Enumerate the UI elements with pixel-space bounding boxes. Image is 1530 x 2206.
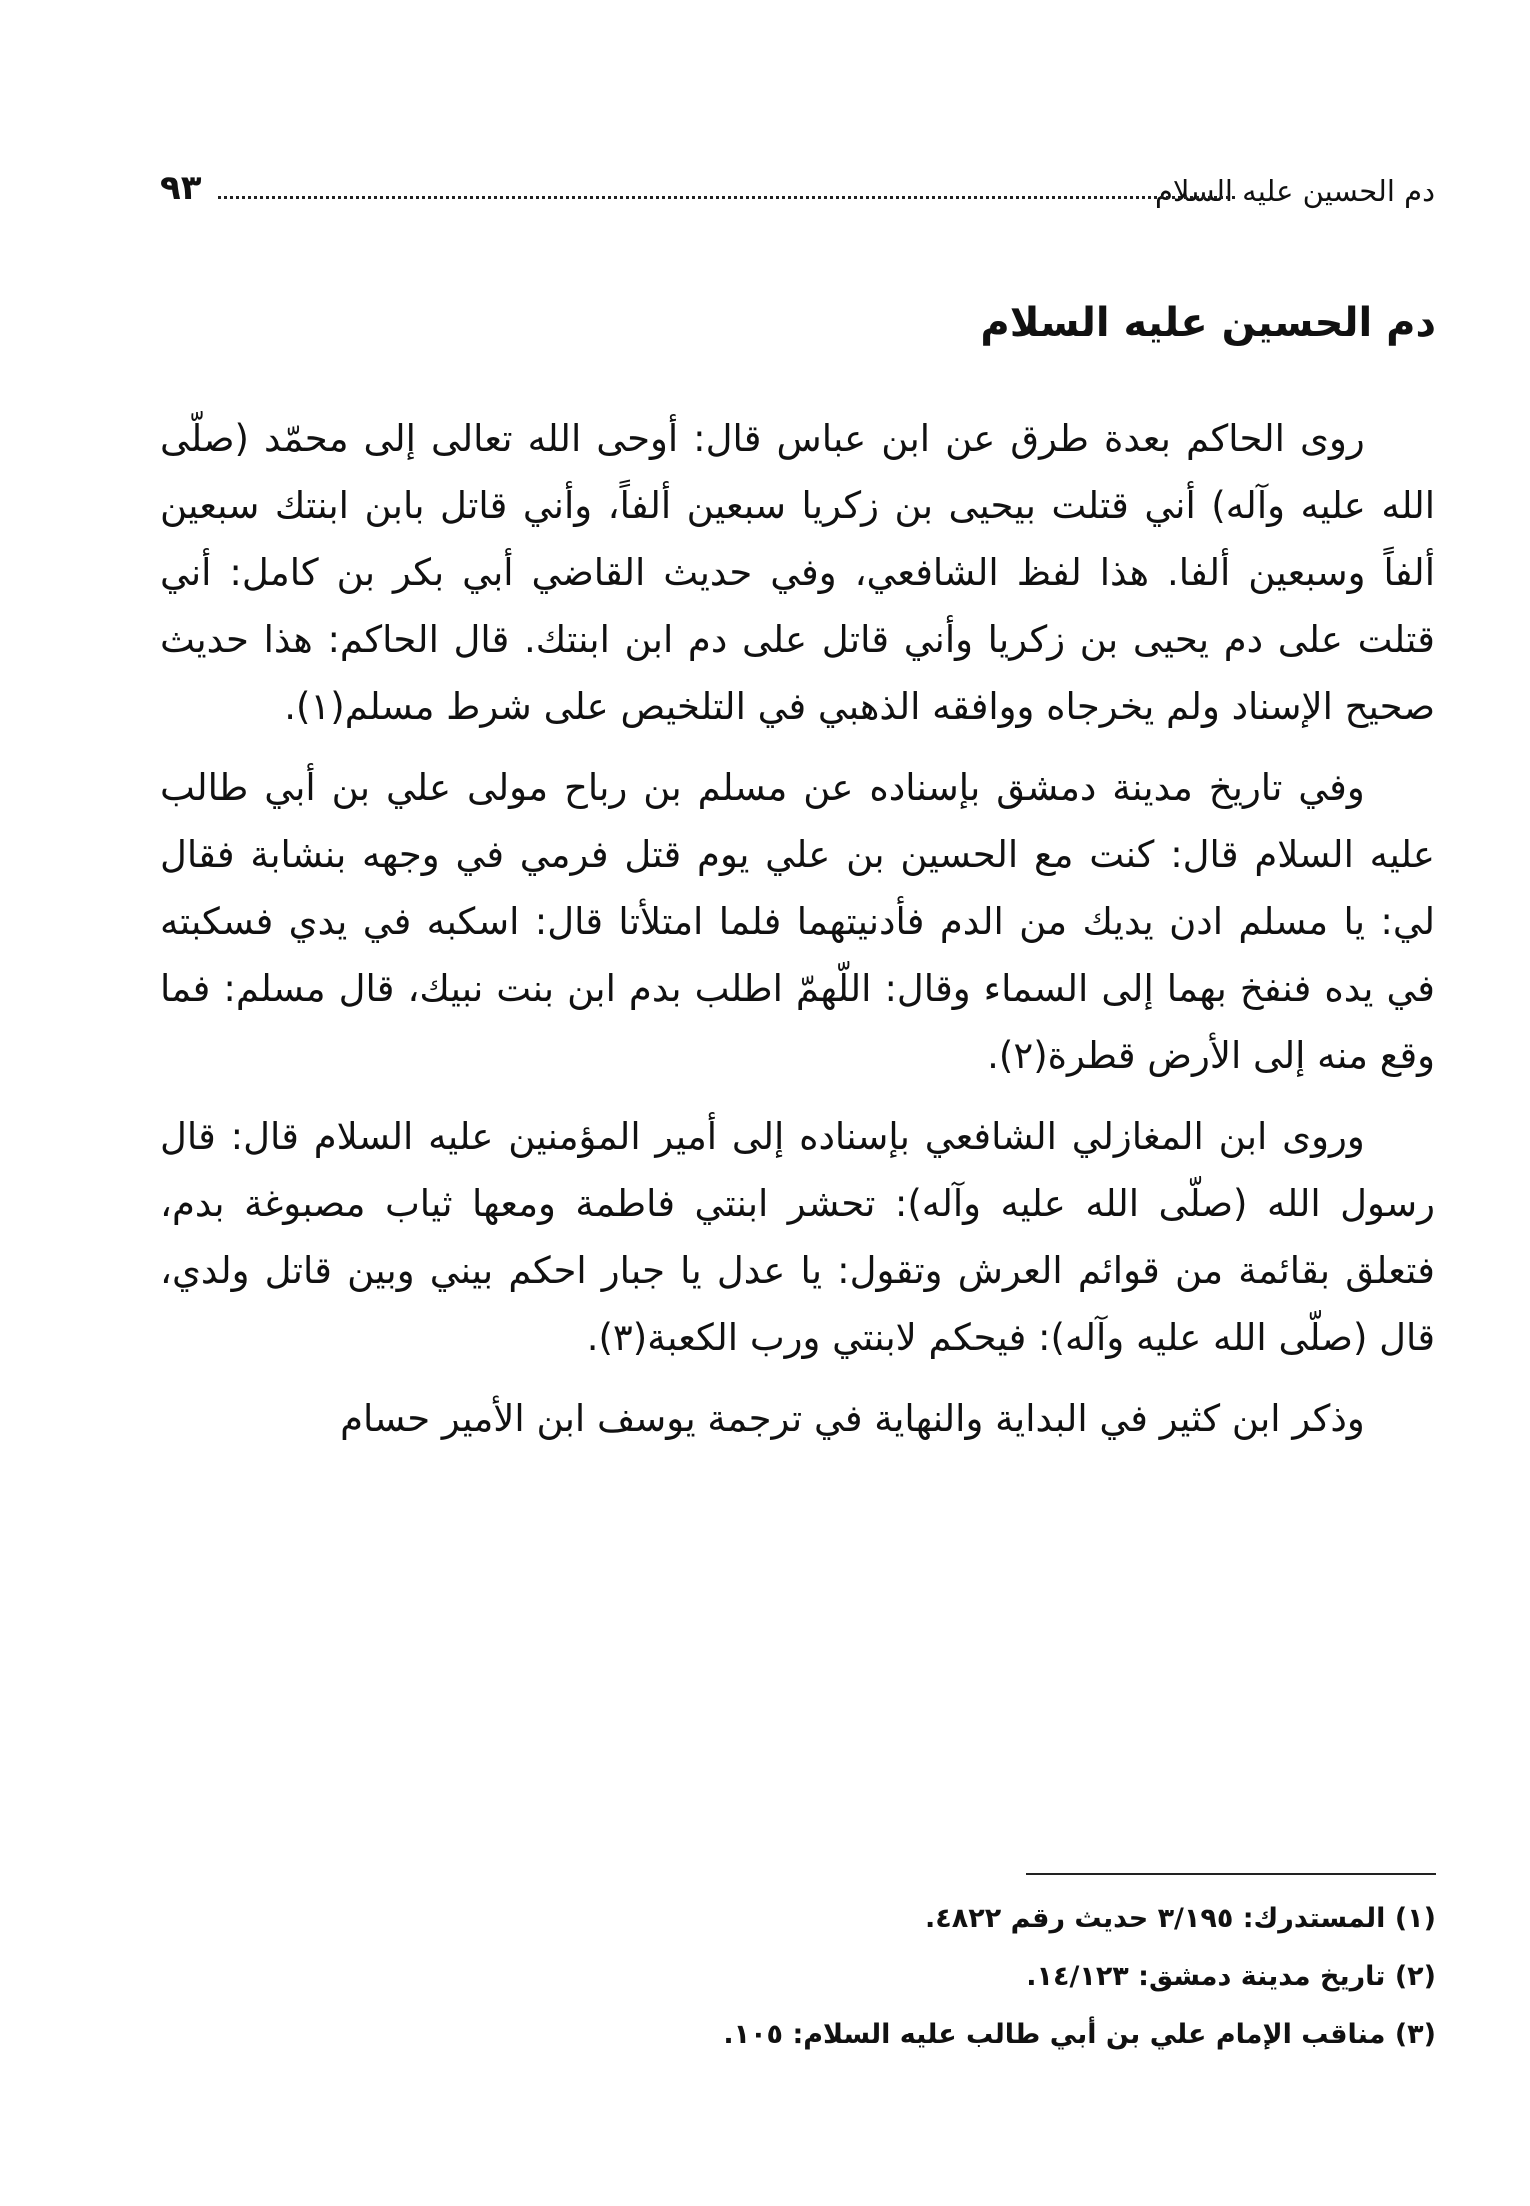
footnote-3: (٣) مناقب الإمام علي بن أبي طالب عليه السلام: ١٠٥. [723,2019,1436,2050]
body-text [160,405,1435,1466]
paragraph: وذكر ابن كثير في البداية والنهاية في ترجمة يوسف ابن الأمير حسام [340,1397,1365,1440]
paragraph: روى الحاكم بعدة طرق عن ابن عباس قال: أوحى الله تعالى إلى محمّد (صلّى الله عليه وآله) أني قتلت بيحيى بن زكريا سبعين ألفاً، وأني قاتل بابن ابنتك سبعين ألفاً وسبعين ألفا. هذا لفظ الشافعي، وفي حديث القاضي أبي بكر بن كامل: أني قتلت على دم يحيى بن زكريا وأني قاتل على دم ابن ابنتك. قال الحاكم: هذا حديث صحيح الإسناد ولم يخرجاه ووافقه الذهبي في التلخيص على شرط مسلم(١). [160,417,1435,728]
page-number: ٩٣ [160,168,202,208]
running-title: دم الحسين عليه السلام [1154,174,1435,208]
section-heading: دم الحسين عليه السلام [980,300,1436,346]
footnote-divider [1026,1873,1436,1875]
paragraph: وفي تاريخ مدينة دمشق بإسناده عن مسلم بن رباح مولى علي بن أبي طالب عليه السلام قال: كنت مع الحسين بن علي يوم قتل فرمي في وجهه بنشابة فقال لي: يا مسلم ادن يديك من الدم فأدنيتهما فلما امتلأتا قال: اسكبه في يدي فسكبته في يده فنفخ بهما إلى السماء وقال: اللّهمّ اطلب بدم ابن بنت نبيك، قال مسلم: فما وقع منه إلى الأرض قطرة(٢). [160,766,1435,1077]
leader-dots [218,196,1235,199]
running-header [160,168,1435,224]
footnote-1: (١) المستدرك: ٣/١٩٥ حديث رقم ٤٨٢٢. [925,1903,1436,1934]
footnotes [161,1890,1436,2064]
paragraph: وروى ابن المغازلي الشافعي بإسناده إلى أمير المؤمنين عليه السلام قال: قال رسول الله (صلّى الله عليه وآله): تحشر ابنتي فاطمة ومعها ثياب مصبوغة بدم، فتعلق بقائمة من قوائم العرش وتقول: يا عدل يا جبار احكم بيني وبين قاتل ولدي، قال (صلّى الله عليه وآله): فيحكم لابنتي ورب الكعبة(٣). [160,1115,1435,1359]
footnote-2: (٢) تاريخ مدينة دمشق: ١٤/١٢٣. [1026,1961,1436,1992]
